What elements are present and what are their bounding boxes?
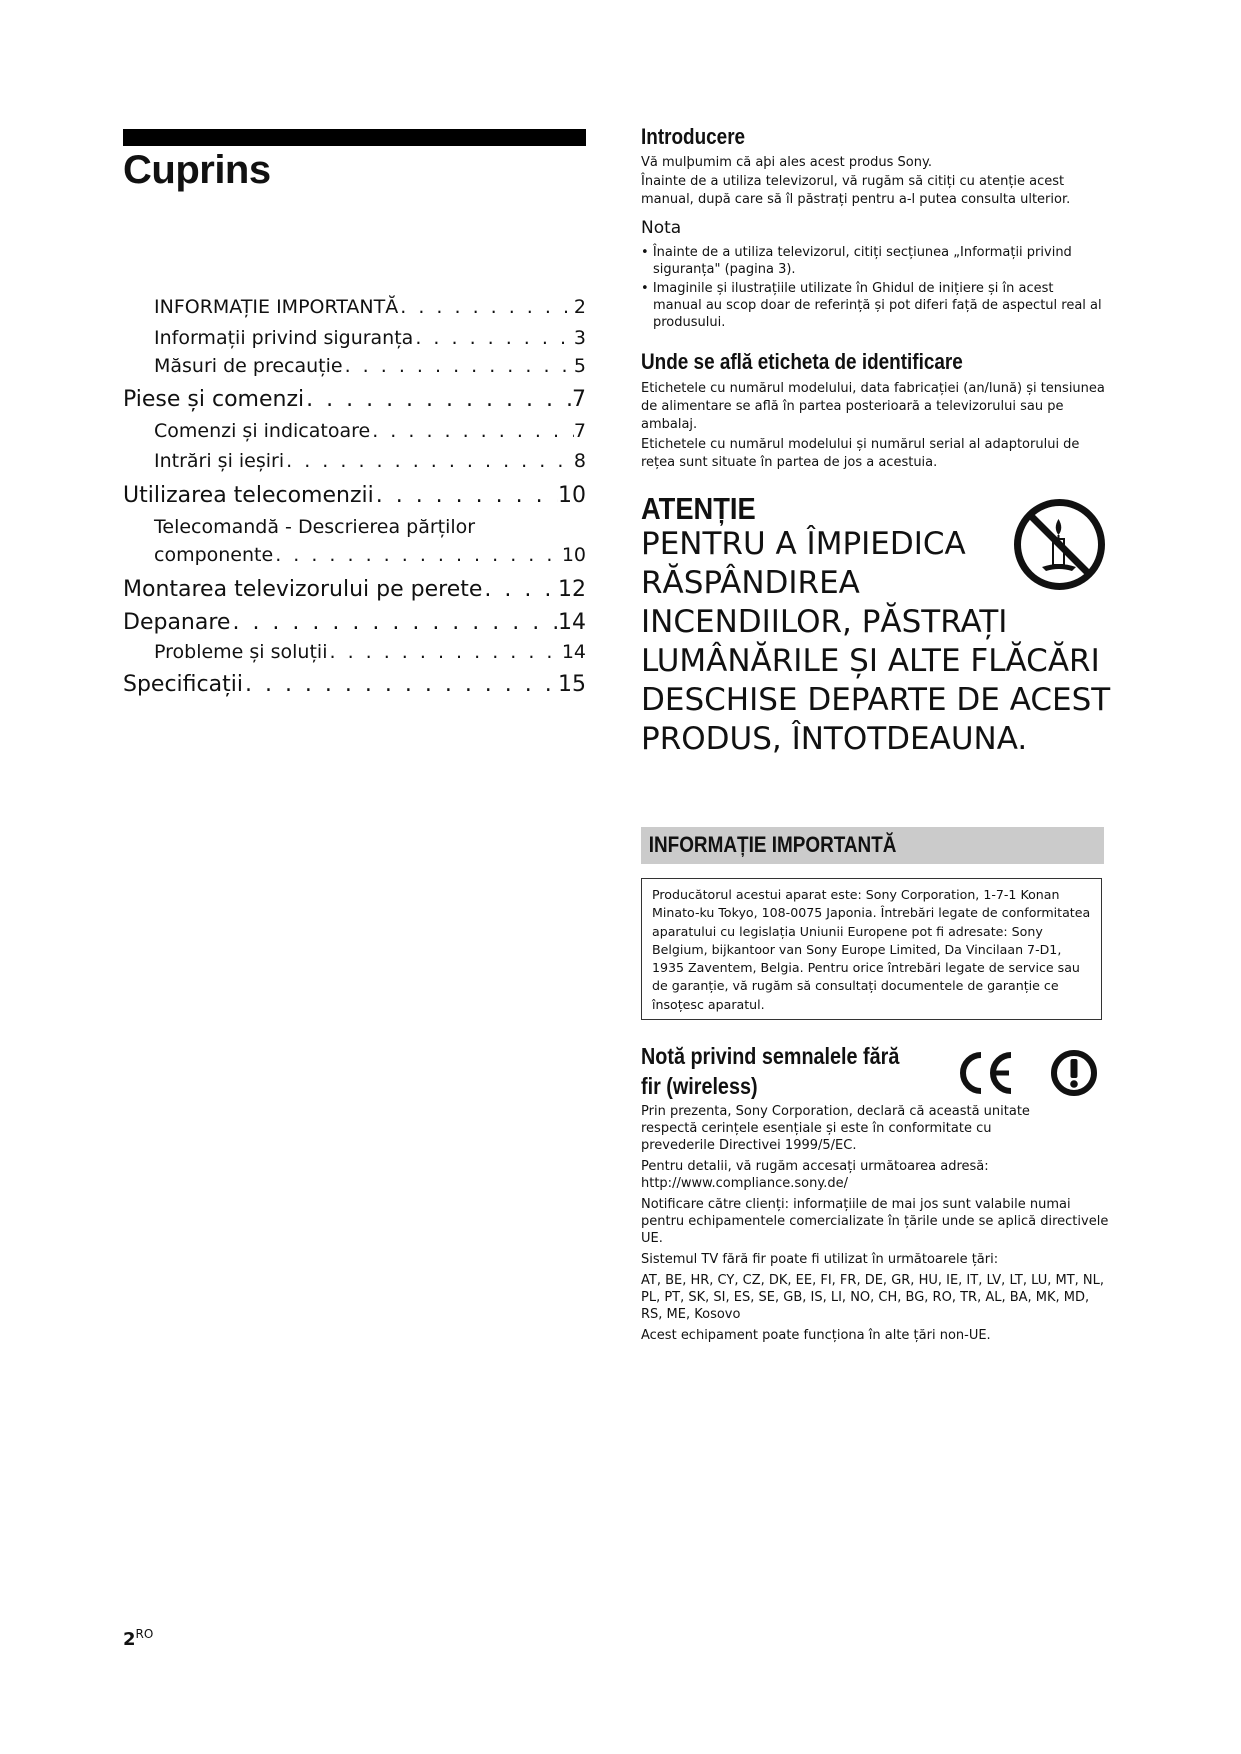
intro-heading: Introducere bbox=[641, 124, 746, 149]
nota-item: • Înainte de a utiliza televizorul, citiți secțiunea „Informații privind siguranța" (pagina 3). bbox=[641, 244, 1106, 278]
toc-entry-label: Informații privind siguranța bbox=[154, 327, 414, 349]
toc-entry-page: 12 bbox=[558, 577, 586, 602]
label-paragraph: Etichetele cu numărul modelului, data fabricației (an/lună) și tensiunea de alimentare se află în partea posterioară a televizorului sau pe ambalaj. bbox=[641, 381, 1105, 432]
wireless-heading-line: Notă privind semnalele fără bbox=[641, 1043, 900, 1069]
toc-entry[interactable] bbox=[123, 641, 586, 672]
toc-entry[interactable] bbox=[123, 355, 586, 387]
toc-entry-label: Comenzi și indicatoare bbox=[154, 420, 371, 442]
toc-entry-label: Depanare bbox=[123, 610, 231, 635]
page-lang: RO bbox=[135, 1627, 154, 1641]
toc-entry[interactable] bbox=[123, 327, 586, 355]
toc-entry[interactable] bbox=[123, 296, 586, 327]
toc-entry-label: INFORMAȚIE IMPORTANTĂ bbox=[154, 296, 399, 318]
toc-entry-label: Probleme și soluții bbox=[154, 641, 328, 663]
nota-list bbox=[641, 244, 1106, 333]
toc-entry[interactable] bbox=[123, 450, 586, 483]
wireless-paragraph: Prin prezenta, Sony Corporation, declară că această unitate respectă cerințele esențiale și este în conformitate cu prevederile Directivei 1999/5/EC. bbox=[641, 1104, 1030, 1153]
important-banner bbox=[641, 827, 1104, 864]
wireless-paragraph: AT, BE, HR, CY, CZ, DK, EE, FI, FR, DE, GR, HU, IE, IT, LV, LT, LU, MT, NL, PL, PT, SK, SI, ES, SE, GB, IS, LI, NO, CH, BG, RO, TR, AL, BA, MK, MD, RS, ME, Kosovo bbox=[641, 1273, 1104, 1322]
toc-entry-label: Măsuri de precauție bbox=[154, 355, 343, 377]
toc-entry-label: Montarea televizorului pe perete bbox=[123, 577, 483, 602]
important-banner-text: INFORMAȚIE IMPORTANTĂ bbox=[648, 832, 897, 857]
toc-title: Cuprins bbox=[123, 148, 271, 192]
toc-entry-page: 3 bbox=[573, 327, 586, 349]
important-box bbox=[641, 878, 1102, 1020]
wireless-paragraph: Sistemul TV fără fir poate fi utilizat în următoarele țări: bbox=[641, 1252, 999, 1267]
toc-entry[interactable] bbox=[123, 420, 586, 450]
toc-entry-page: 8 bbox=[573, 450, 586, 472]
toc-entry[interactable] bbox=[123, 387, 586, 420]
toc-entry[interactable] bbox=[123, 516, 586, 544]
toc-entry-page: 5 bbox=[573, 355, 586, 377]
toc-entry-page: 14 bbox=[558, 610, 586, 635]
toc-entry-page: 7 bbox=[573, 420, 586, 442]
page-number bbox=[123, 1627, 153, 1650]
toc-entry[interactable] bbox=[123, 483, 586, 516]
alert-circle-icon bbox=[1050, 1049, 1098, 1097]
toc-entry-page: 14 bbox=[561, 641, 586, 663]
toc-entry-page: 7 bbox=[572, 387, 586, 412]
toc-entry-label: Intrări și ieșiri bbox=[154, 450, 285, 472]
label-heading: Unde se află eticheta de identificare bbox=[641, 349, 963, 374]
wireless-paragraph: Pentru detalii, vă rugăm accesați următoarea adresă: http://www.compliance.sony.de/ bbox=[641, 1159, 989, 1191]
nota-item: • Imaginile și ilustrațiile utilizate în Ghidul de inițiere și în acest manual au scop doar de referință și pot diferi față de aspectul real al produsului. bbox=[641, 280, 1106, 331]
toc-entry-label: Utilizarea telecomenzii bbox=[123, 483, 374, 508]
ce-mark-icon bbox=[955, 1050, 1017, 1096]
label-paragraph: Etichetele cu numărul modelului și numărul serial al adaptorului de rețea sunt situate în partea de jos a acestuia. bbox=[641, 437, 1080, 470]
wireless-heading bbox=[641, 1041, 899, 1101]
toc-entry-label: componente bbox=[154, 544, 274, 566]
toc-entry-page: 10 bbox=[558, 483, 586, 508]
intro-paragraph: Vă mulþumim că aþi ales acest produs Sony. bbox=[641, 155, 932, 170]
toc-entry[interactable] bbox=[123, 577, 586, 610]
warning-title: ATENȚIE bbox=[641, 491, 756, 526]
important-box-text: Producătorul acestui aparat este: Sony Corporation, 1-7-1 Konan Minato-ku Tokyo, 108-0075 Japonia. Întrebări legate de conformitatea aparatului cu legislația Uniunii Europene pot fi adresate: Sony Belgium, bijkantoor van Sony Europe Limited, Da Vincilaan 7-D1, 1935 Zaventem, Belgia. Pentru orice întrebări legate de service sau de garanție, vă rugăm să consultați documentele de garanție ce însoțesc aparatul. bbox=[652, 887, 1091, 1012]
toc-entry[interactable] bbox=[123, 672, 586, 705]
toc-entry-page: 2 bbox=[573, 296, 586, 318]
warning-text: PENTRU A ÎMPIEDICA RĂSPÂNDIREA INCENDIILOR, PĂSTRAȚI LUMÂNĂRILE ȘI ALTE FLĂCĂRI DESCHISE DEPARTE DE ACEST PRODUS, ÎNTOTDEAUNA. bbox=[641, 526, 1111, 757]
wireless-paragraph: Acest echipament poate funcționa în alte țări non-UE. bbox=[641, 1328, 991, 1343]
toc-entry-label: Specificații bbox=[123, 672, 243, 697]
toc-entry-label: Piese și comenzi bbox=[123, 387, 305, 412]
no-candle-icon bbox=[1012, 497, 1107, 592]
toc-entry-label: Telecomandă - Descrierea părților bbox=[154, 516, 476, 538]
wireless-heading-line: fir (wireless) bbox=[641, 1073, 758, 1099]
toc-entry-page: 10 bbox=[561, 544, 586, 566]
wireless-paragraph: Notificare către clienți: informațiile de mai jos sunt valabile numai pentru echipamentele comercializate în țările unde se aplică directivele UE. bbox=[641, 1197, 1109, 1246]
title-rule bbox=[123, 129, 586, 146]
page-number-value: 2 bbox=[123, 1629, 136, 1650]
intro-paragraph: Înainte de a utiliza televizorul, vă rugăm să citiți cu atenție acest manual, după care să îl păstrați pentru a-l putea consulta ulterior. bbox=[641, 174, 1071, 207]
toc-entry[interactable] bbox=[123, 544, 586, 577]
toc-entry-page: 15 bbox=[558, 672, 586, 697]
toc-entry[interactable] bbox=[123, 610, 586, 641]
nota-heading: Nota bbox=[641, 218, 682, 238]
wireless-body bbox=[641, 1103, 1111, 1348]
table-of-contents bbox=[123, 296, 586, 705]
